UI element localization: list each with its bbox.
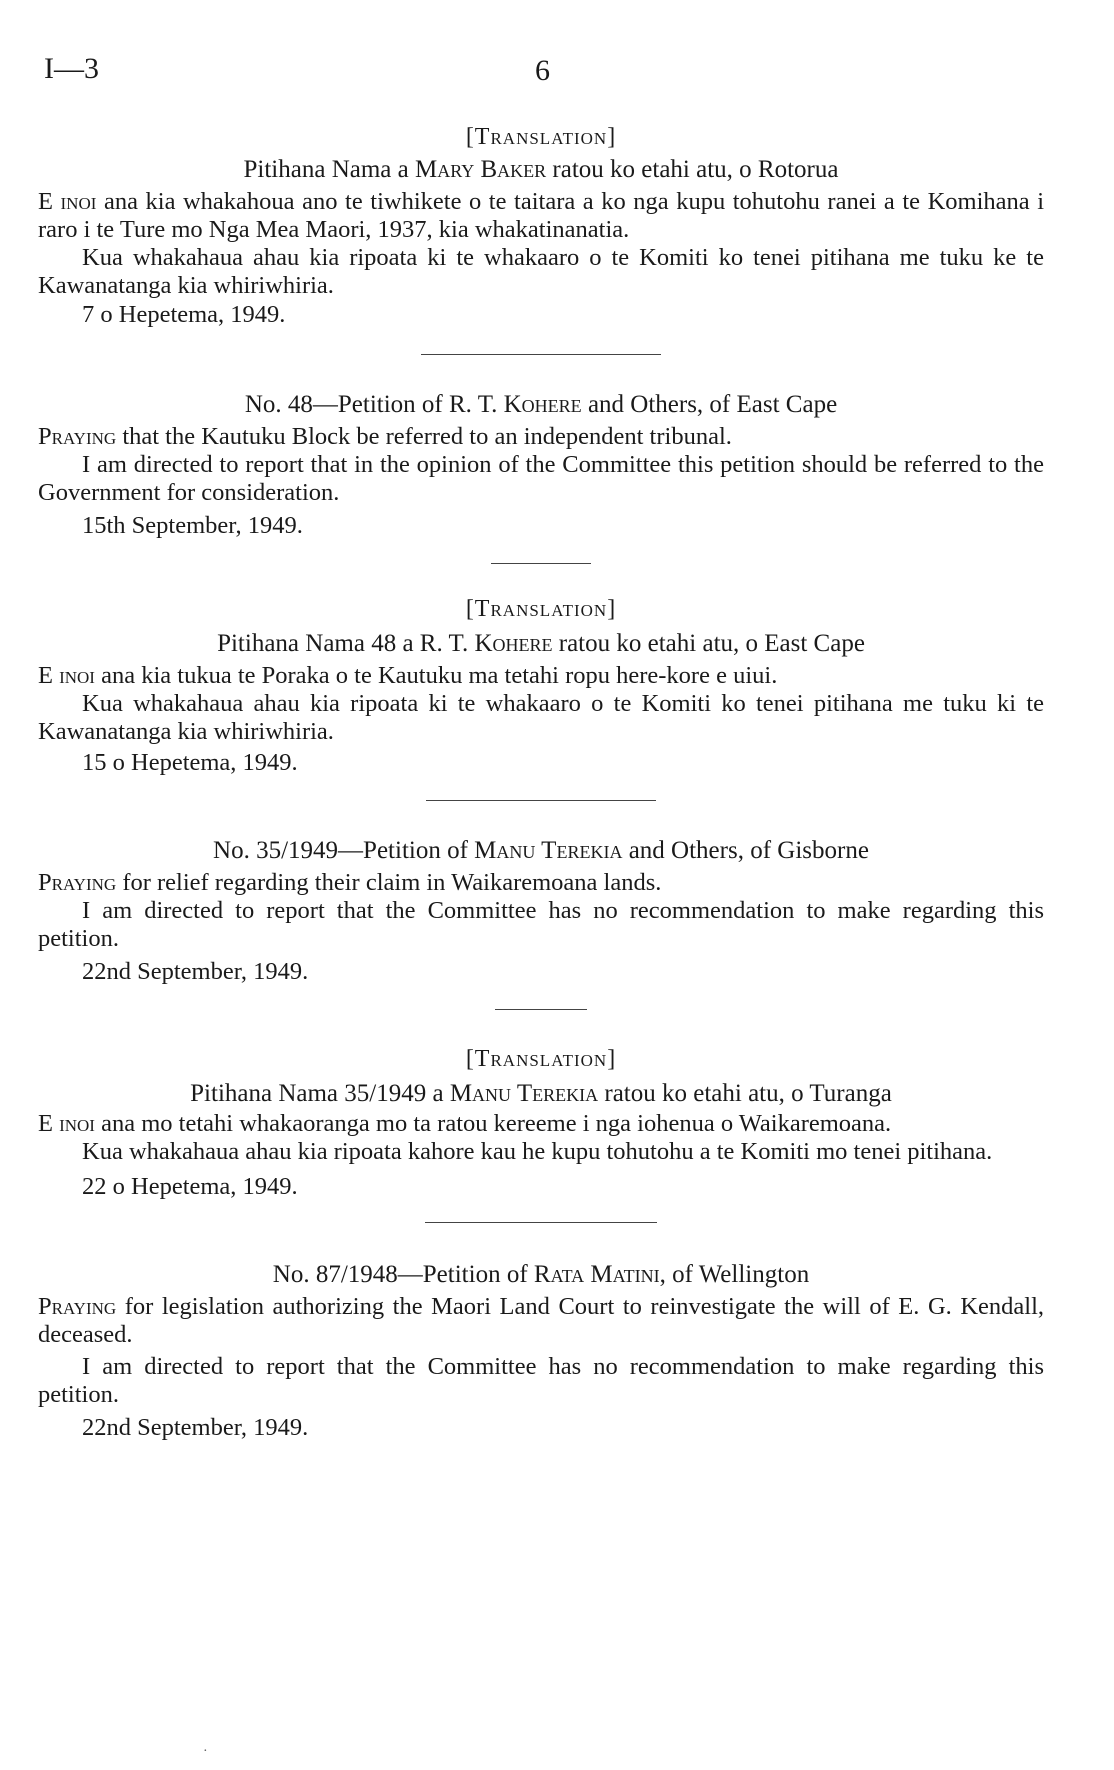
report-paragraph: Kua whakahaua ahau kia ripoata kahore kau he kupu tohutohu a te Komiti mo tenei pitihana. bbox=[82, 1138, 993, 1165]
report-paragraph: Kua whakahaua ahau kia ripoata ki te whakaaro o te Komiti ko tenei pitihana me tuku ki te Kawanatanga kia whiriwhiria. bbox=[38, 690, 1044, 745]
title-text: ratou ko etahi atu, o Rotorua bbox=[546, 156, 839, 183]
prayer-text: ana mo tetahi whakaoranga mo ta ratou kereeme i nga iohenua o Waikaremoana. bbox=[94, 1110, 892, 1137]
petition-title bbox=[38, 628, 1044, 660]
prayer-lead-word: Praying bbox=[38, 1293, 117, 1320]
prayer-lead-word: E inoi bbox=[38, 188, 97, 215]
section-divider bbox=[495, 1009, 587, 1010]
print-mark: · bbox=[203, 1744, 208, 1759]
prayer-text: ana kia tukua te Poraka o te Kautuku ma tetahi ropu here-kore e uiui. bbox=[94, 662, 778, 689]
title-text: Pitihana Nama 48 a R. T. bbox=[217, 630, 475, 657]
petition-title bbox=[38, 1259, 1044, 1291]
section-divider bbox=[421, 354, 661, 355]
report-date: 15th September, 1949. bbox=[82, 512, 303, 539]
title-text: No. 87/1948—Petition of bbox=[272, 1261, 534, 1288]
petition-matini bbox=[38, 1259, 1044, 1443]
title-text: and Others, of East Cape bbox=[581, 391, 838, 418]
petitioner-name: Mary Baker bbox=[415, 156, 547, 183]
title-text: , of Wellington bbox=[659, 1261, 810, 1288]
prayer-paragraph bbox=[38, 1293, 1044, 1349]
document-body bbox=[38, 122, 1044, 1443]
prayer-lead-word: E inoi bbox=[38, 1110, 95, 1137]
prayer-lead-word: E inoi bbox=[38, 662, 95, 689]
report-paragraph: Kua whakahaua ahau kia ripoata ki te whakaaro o te Komiti ko tenei pitihana me tuku ke te Kawanatanga kia whiriwhiria. bbox=[38, 244, 1044, 299]
prayer-lead-word: Praying bbox=[38, 869, 117, 896]
prayer-text: for legislation authorizing the Maori Land Court to reinvestigate the will of E. G. Kendall, deceased. bbox=[38, 1293, 1044, 1348]
title-text: No. 35/1949—Petition of bbox=[213, 837, 475, 864]
petition-terekia bbox=[38, 835, 1044, 987]
petition-title bbox=[38, 154, 1044, 186]
petitioner-name: Kohere bbox=[503, 391, 582, 418]
petitioner-name: Manu Terekia bbox=[474, 837, 623, 864]
petitioner-name: Kohere bbox=[474, 630, 553, 657]
report-paragraph: I am directed to report that the Committee has no recommendation to make regarding this petition. bbox=[38, 1353, 1044, 1408]
prayer-text: that the Kautuku Block be referred to an independent tribunal. bbox=[116, 423, 732, 450]
page-number: 6 bbox=[535, 54, 550, 87]
translation-label: [Translation] bbox=[465, 1046, 617, 1072]
petitioner-name: Manu Terekia bbox=[449, 1080, 599, 1107]
prayer-paragraph bbox=[38, 662, 1044, 690]
prayer-paragraph bbox=[38, 188, 1044, 244]
report-date: 22nd September, 1949. bbox=[82, 958, 309, 985]
title-text: ratou ko etahi atu, o Turanga bbox=[598, 1080, 892, 1107]
prayer-paragraph bbox=[38, 423, 1044, 451]
petition-title bbox=[38, 1078, 1044, 1110]
title-text: and Others, of Gisborne bbox=[622, 837, 869, 864]
petition-title bbox=[38, 835, 1044, 867]
petition-translation-kohere bbox=[38, 594, 1044, 778]
prayer-text: ana kia whakahoua ano te tiwhikete o te taitara a ko nga kupu tohutohu ranei a te Komihana i raro i te Ture mo Nga Mea Maori, 1937, kia whakatinanatia. bbox=[38, 188, 1044, 243]
report-date: 22nd September, 1949. bbox=[82, 1414, 309, 1441]
report-paragraph: I am directed to report that the Committee has no recommendation to make regarding this petition. bbox=[38, 897, 1044, 952]
report-date: 7 o Hepetema, 1949. bbox=[82, 301, 286, 328]
petition-translation-terekia bbox=[38, 1044, 1044, 1202]
prayer-paragraph bbox=[38, 1110, 1044, 1138]
report-paragraph: I am directed to report that in the opinion of the Committee this petition should be referred to the Government for consideration. bbox=[38, 451, 1044, 506]
report-date: 22 o Hepetema, 1949. bbox=[82, 1173, 298, 1200]
petition-title bbox=[38, 389, 1044, 421]
petition-kohere bbox=[38, 389, 1044, 541]
title-text: Pitihana Nama 35/1949 a bbox=[190, 1080, 450, 1107]
title-text: ratou ko etahi atu, o East Cape bbox=[552, 630, 865, 657]
title-text: No. 48—Petition of R. T. bbox=[244, 391, 504, 418]
section-divider bbox=[425, 1222, 657, 1223]
section-divider bbox=[491, 563, 591, 564]
prayer-lead-word: Praying bbox=[38, 423, 117, 450]
title-text: Pitihana Nama a bbox=[243, 156, 415, 183]
petitioner-name: Rata Matini bbox=[533, 1261, 660, 1288]
petition-translation-baker bbox=[38, 122, 1044, 330]
section-divider bbox=[426, 800, 656, 801]
report-date: 15 o Hepetema, 1949. bbox=[82, 749, 298, 776]
document-series-code: I—3 bbox=[44, 52, 99, 85]
translation-label: [Translation] bbox=[465, 124, 617, 150]
prayer-paragraph bbox=[38, 869, 1044, 897]
translation-label: [Translation] bbox=[465, 596, 617, 622]
prayer-text: for relief regarding their claim in Waikaremoana lands. bbox=[116, 869, 662, 896]
